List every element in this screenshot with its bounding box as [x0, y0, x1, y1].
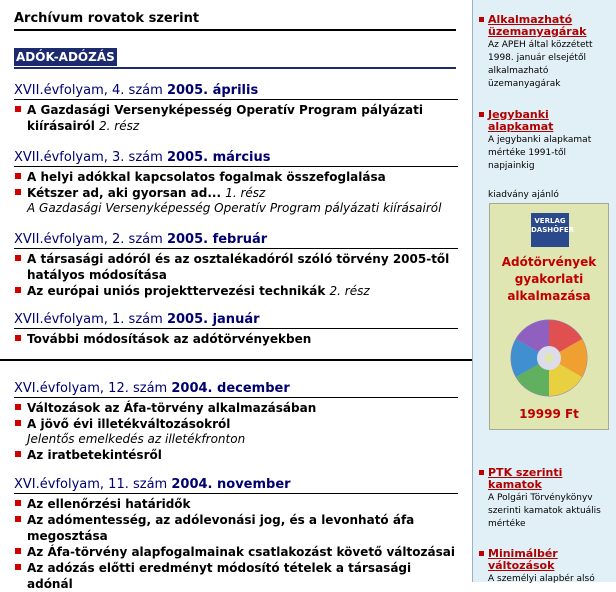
bullet-icon [15, 500, 21, 506]
issue-block [14, 312, 458, 347]
sidebar-link[interactable] [485, 467, 613, 491]
issue-block [14, 477, 458, 592]
article-subtitle: A Gazdasági Versenyképesség Operatív Program pályázati kiírásairól [27, 201, 442, 215]
bullet-icon [479, 112, 484, 117]
article-part: 1. rész [225, 186, 266, 200]
article-part: 2. rész [329, 284, 370, 298]
article-link[interactable] [14, 447, 458, 463]
sidebar-link-label[interactable]: Alkalmazható üzemanyagárak [488, 13, 587, 38]
issue-header [14, 477, 458, 494]
bullet-icon [479, 470, 484, 475]
article-link[interactable] [14, 496, 458, 512]
article-link[interactable] [14, 416, 458, 432]
year-divider [0, 359, 472, 361]
section-badge: ADÓK-ADÓZÁS [16, 50, 115, 64]
bullet-icon [15, 404, 21, 410]
bullet-icon [15, 335, 21, 341]
issue-volume: XVI.évfolyam, 11. szám [14, 477, 168, 492]
book-ad[interactable] [489, 203, 609, 430]
section-rule [14, 67, 456, 69]
ad-title[interactable]: Adótörvények gyakorlati alkalmazása [501, 255, 597, 303]
article-link[interactable] [14, 331, 458, 347]
article-link[interactable] [14, 400, 458, 416]
article-title[interactable]: Az adózás előtti eredményt módosító tételek a társasági adónál [27, 561, 412, 591]
sidebar-link[interactable] [485, 109, 613, 133]
cd-disc-icon [510, 319, 588, 397]
bullet-icon [479, 551, 484, 556]
article-subtitle: Jelentős emelkedés az illetékfronton [27, 432, 246, 446]
bullet-icon [479, 17, 484, 22]
sidebar-item-fuel-prices [485, 14, 613, 91]
sidebar-link-label[interactable]: PTK szerinti kamatok [488, 466, 563, 491]
bullet-icon [15, 173, 21, 179]
sidebar [473, 0, 616, 582]
bullet-icon [15, 420, 21, 426]
sidebar-item-base-rate [485, 109, 613, 173]
bullet-icon [15, 255, 21, 261]
issue-date: 2004. november [171, 477, 291, 492]
issue-header [14, 312, 458, 329]
sidebar-desc: A jegybanki alapkamat mértéke 1991-től napjainkig [488, 135, 592, 171]
article-title[interactable]: Az Áfa-törvény alapfogalmainak csatlakozást követő változásai [27, 545, 455, 559]
article-link[interactable] [14, 185, 458, 201]
sidebar-link[interactable] [485, 548, 613, 572]
article-title[interactable]: Az ellenőrzési határidők [27, 497, 191, 511]
issue-block [14, 83, 458, 134]
sidebar-link-label[interactable]: Jegybanki alapkamat [488, 108, 554, 133]
sidebar-desc: A személyi alapbér alsó [488, 574, 595, 584]
issue-header [14, 83, 458, 100]
publisher-logo: VERLAG DASHÖFER [531, 213, 569, 247]
page-title: Archívum rovatok szerint [14, 11, 456, 31]
article-link[interactable] [14, 560, 458, 592]
article-title[interactable]: A jövő évi illetékváltozásokról [27, 417, 231, 431]
sidebar-desc: Az APEH által közzétett 1998. január elsejétől alkalmazható üzemanyagárak [488, 40, 593, 89]
article-link[interactable] [14, 102, 458, 134]
article-title[interactable]: A társasági adóról és az osztalékadóról szóló törvény 2005-től hatályos módosítása [27, 252, 450, 282]
article-title[interactable]: A Gazdasági Versenyképesség Operatív Program pályázati kiírásairól [27, 103, 423, 133]
issue-block [14, 150, 458, 216]
issue-header [14, 232, 458, 249]
issue-volume: XVI.évfolyam, 12. szám [14, 381, 168, 396]
sidebar-link-label[interactable]: Minimálbér változások [488, 547, 558, 572]
issue-date: 2005. április [166, 83, 259, 98]
bullet-icon [15, 189, 21, 195]
ad-price: 19999 Ft [519, 407, 579, 421]
issue-date: 2005. február [166, 232, 268, 247]
ad-label: kiadvány ajánló [488, 190, 559, 200]
bullet-icon [15, 564, 21, 570]
article-title[interactable]: Az európai uniós projekttervezési technikák [27, 284, 326, 298]
issue-date: 2005. március [166, 150, 271, 165]
issue-date: 2005. január [166, 312, 260, 327]
article-title[interactable]: Az iratbetekintésről [27, 448, 162, 462]
article-link[interactable] [14, 283, 458, 299]
article-title[interactable]: További módosítások az adótörvényekben [27, 332, 312, 346]
bullet-icon [15, 287, 21, 293]
bullet-icon [15, 106, 21, 112]
sidebar-desc: A Polgári Törvénykönyv szerinti kamatok aktuális mértéke [488, 493, 601, 529]
sidebar-item-ptk-interest [485, 467, 613, 531]
issue-block [14, 232, 458, 299]
bullet-icon [15, 516, 21, 522]
issue-block [14, 381, 458, 463]
article-link[interactable] [14, 512, 458, 544]
bullet-icon [15, 548, 21, 554]
article-part: 2. rész [99, 119, 140, 133]
issue-volume: XVII.évfolyam, 1. szám [14, 312, 163, 327]
issue-header [14, 150, 458, 167]
article-title[interactable]: A helyi adókkal kapcsolatos fogalmak összefoglalása [27, 170, 386, 184]
article-title[interactable]: Változások az Áfa-törvény alkalmazásában [27, 401, 317, 415]
sidebar-link[interactable] [485, 14, 613, 38]
article-link[interactable] [14, 169, 458, 185]
bullet-icon [15, 451, 21, 457]
issue-date: 2004. december [171, 381, 290, 396]
article-link[interactable] [14, 251, 458, 283]
issue-volume: XVII.évfolyam, 4. szám [14, 83, 163, 98]
issue-volume: XVII.évfolyam, 3. szám [14, 150, 163, 165]
article-title[interactable]: Kétszer ad, aki gyorsan ad... [27, 186, 222, 200]
article-link[interactable] [14, 544, 458, 560]
article-title[interactable]: Az adómentesség, az adólevonási jog, és a levonható áfa megosztása [27, 513, 415, 543]
issue-volume: XVII.évfolyam, 2. szám [14, 232, 163, 247]
sidebar-item-minimum-wage [485, 548, 613, 586]
issue-header [14, 381, 458, 398]
